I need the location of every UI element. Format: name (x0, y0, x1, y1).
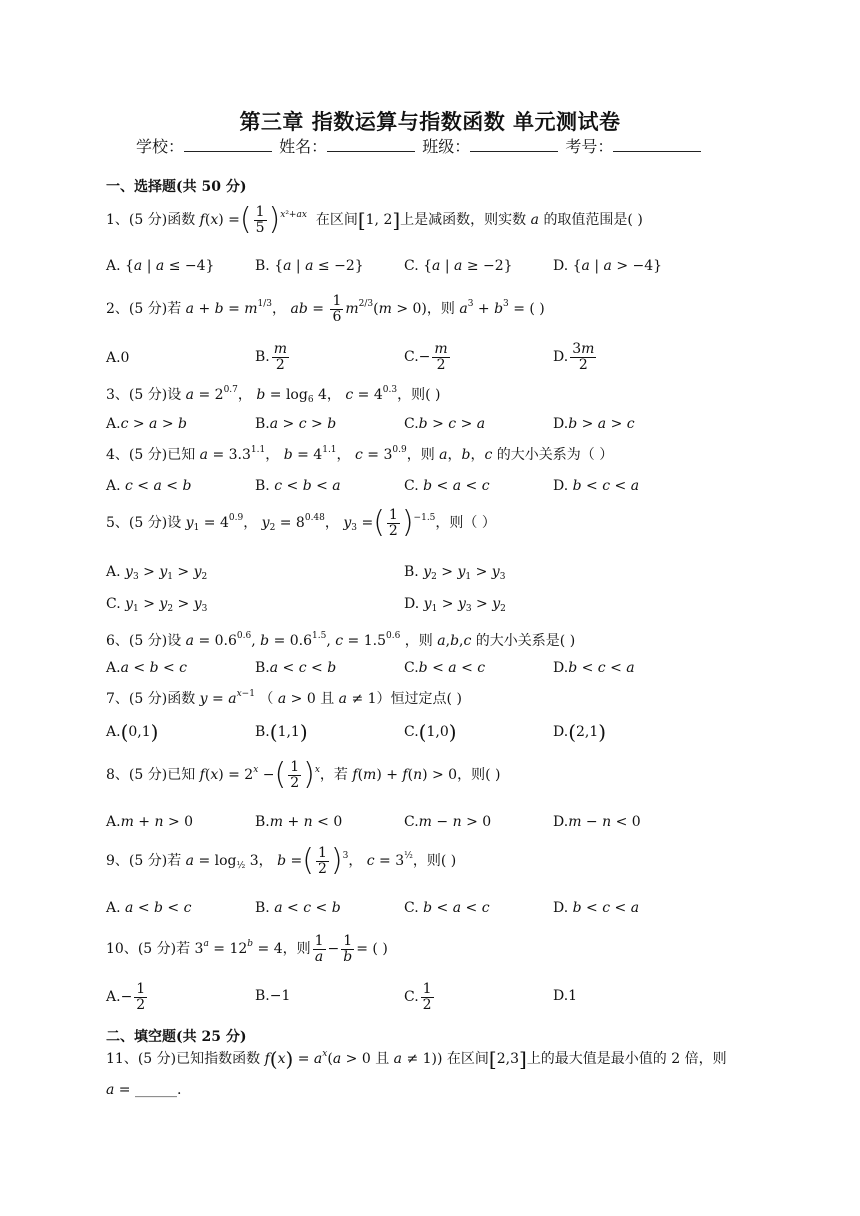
student-info-line (136, 134, 736, 157)
school-blank[interactable] (184, 137, 272, 152)
q3-option-b[interactable]: B.a > c > b (255, 416, 337, 432)
q10-option-a[interactable]: A.− $\frac{1}{2}$ (106, 981, 146, 1013)
question-8: 8、(5 分)已知 $f(x) = 2^x$ −( $\frac{1}{2}$ )$^x$，若 f(m) + f(n) > 0，则( ) (106, 757, 501, 793)
q6-option-d[interactable]: D.b < c < a (553, 660, 635, 676)
question-11: 11、(5 分)已知指数函数 $f(x) = a^x(a > 0$ 且 a ≠ 1)) 在区间[2,3]上的最大值是最小值的 2 倍，则 (106, 1047, 727, 1071)
q9-option-d[interactable]: D. b < c < a (553, 900, 640, 916)
q2-option-d[interactable]: D. $\frac{3m}{2}$ (553, 341, 595, 373)
section-choice-heading: 一、选择题(共 50 分) (106, 179, 247, 195)
q2-option-a[interactable]: A.0 (106, 350, 130, 366)
section-fill-heading: 二、填空题(共 25 分) (106, 1029, 247, 1045)
q7-option-a[interactable]: A.(0,1) (106, 720, 159, 744)
q10-option-b[interactable]: B.−1 (255, 988, 291, 1004)
q4-option-c[interactable]: C. b < a < c (404, 478, 490, 494)
page-title: 第三章 指数运算与指数函数 单元测试卷 (239, 109, 621, 134)
number-label: 考号： (565, 137, 614, 156)
q5-option-c[interactable]: C. $y_1 > y_2 > y_3$ (106, 596, 208, 614)
question-10: 10、(5 分)若 $3^a = 12^b = 4$，则 $\frac{1}{a}$ − $\frac{1}{b}$ = ( ) (106, 933, 388, 965)
class-label: 班级： (422, 137, 471, 156)
q3-option-c[interactable]: C.b > c > a (404, 416, 486, 432)
q6-option-c[interactable]: C.b < a < c (404, 660, 486, 676)
q8-option-b[interactable]: B.m + n < 0 (255, 814, 343, 830)
q1-option-d[interactable]: D. {a | a > −4} (553, 258, 663, 274)
q8-option-a[interactable]: A.m + n > 0 (106, 814, 194, 830)
name-blank[interactable] (327, 137, 415, 152)
q4-option-a[interactable]: A. c < a < b (106, 478, 192, 494)
question-11-answer[interactable]: a = ______. (106, 1082, 182, 1098)
question-1: 1、(5 分)函数 f(x) =( $\frac{1}{5}$ )$^{x^2+ax}$ 在区间[1, 2]上是减函数，则实数 a 的取值范围是( ) (106, 202, 643, 238)
number-blank[interactable] (613, 137, 701, 152)
q9-option-c[interactable]: C. b < a < c (404, 900, 490, 916)
school-label: 学校： (136, 137, 185, 156)
q1-option-c[interactable]: C. {a | a ≥ −2} (404, 258, 513, 274)
question-5: 5、(5 分)设 $y_1 = 4^{0.9}$， $y_2 = 8^{0.48}$， $y_3$ =( $\frac{1}{2}$ )$^{-1.5}$，则（ ） (106, 505, 496, 541)
q10-option-d[interactable]: D.1 (553, 988, 578, 1004)
q4-option-d[interactable]: D. b < c < a (553, 478, 640, 494)
q10-option-c[interactable]: C. $\frac{1}{2}$ (404, 981, 432, 1013)
question-7: 7、(5 分)函数 $y = a^{x-1}$ （ a > 0 且 a ≠ 1）恒过定点( ) (106, 689, 462, 707)
q1-option-a[interactable]: A. {a | a ≤ −4} (106, 258, 215, 274)
q5-option-b[interactable]: B. $y_2 > y_1 > y_3$ (404, 564, 506, 582)
name-label: 姓名： (279, 137, 328, 156)
q1-option-b[interactable]: B. {a | a ≤ −2} (255, 258, 364, 274)
question-3: 3、(5 分)设 $a = 2^{0.7}$， $b = \log_6 4$， $c = 4^{0.3}$，则( ) (106, 385, 441, 405)
q5-option-d[interactable]: D. $y_1 > y_3 > y_2$ (404, 596, 506, 614)
q8-option-c[interactable]: C.m − n > 0 (404, 814, 492, 830)
q6-option-b[interactable]: B.a < c < b (255, 660, 337, 676)
q3-option-d[interactable]: D.b > a > c (553, 416, 635, 432)
q2-option-c[interactable]: C.− $\frac{m}{2}$ (404, 341, 448, 373)
question-2: 2、(5 分)若 $a + b = m^{1/3}$， ab = $\frac{1}{6}$ $m^{2/3}(m > 0)$，则 $a^3 + b^3$ = ( ) (106, 293, 545, 325)
q7-option-c[interactable]: C.(1,0) (404, 720, 457, 744)
class-blank[interactable] (470, 137, 558, 152)
q6-option-a[interactable]: A.a < b < c (106, 660, 188, 676)
q4-option-b[interactable]: B. c < b < a (255, 478, 341, 494)
q9-option-a[interactable]: A. a < b < c (106, 900, 192, 916)
q7-option-b[interactable]: B.(1,1) (255, 720, 308, 744)
q8-option-d[interactable]: D.m − n < 0 (553, 814, 641, 830)
question-9: 9、(5 分)若 $a = \log_{\frac{1}{2}} 3$， b =( $\frac{1}{2}$ )$^3$， $c = 3^{\frac{1}{2}}$，则( ) (106, 843, 457, 879)
q7-option-d[interactable]: D.(2,1) (553, 720, 607, 744)
q2-option-b[interactable]: B. $\frac{m}{2}$ (255, 341, 288, 373)
q3-option-a[interactable]: A.c > a > b (106, 416, 188, 432)
question-4: 4、(5 分)已知 $a = 3.3^{1.1}$， $b = 4^{1.1}$， $c = 3^{0.9}$，则 a，b，c 的大小关系为（ ） (106, 445, 614, 463)
q5-option-a[interactable]: A. $y_3 > y_1 > y_2$ (106, 564, 208, 582)
question-6: 6、(5 分)设 $a = 0.6^{0.6}$, $b = 0.6^{1.5}$, $c = 1.5^{0.6}$ ，则 a,b,c 的大小关系是( ) (106, 631, 576, 649)
q9-option-b[interactable]: B. a < c < b (255, 900, 341, 916)
